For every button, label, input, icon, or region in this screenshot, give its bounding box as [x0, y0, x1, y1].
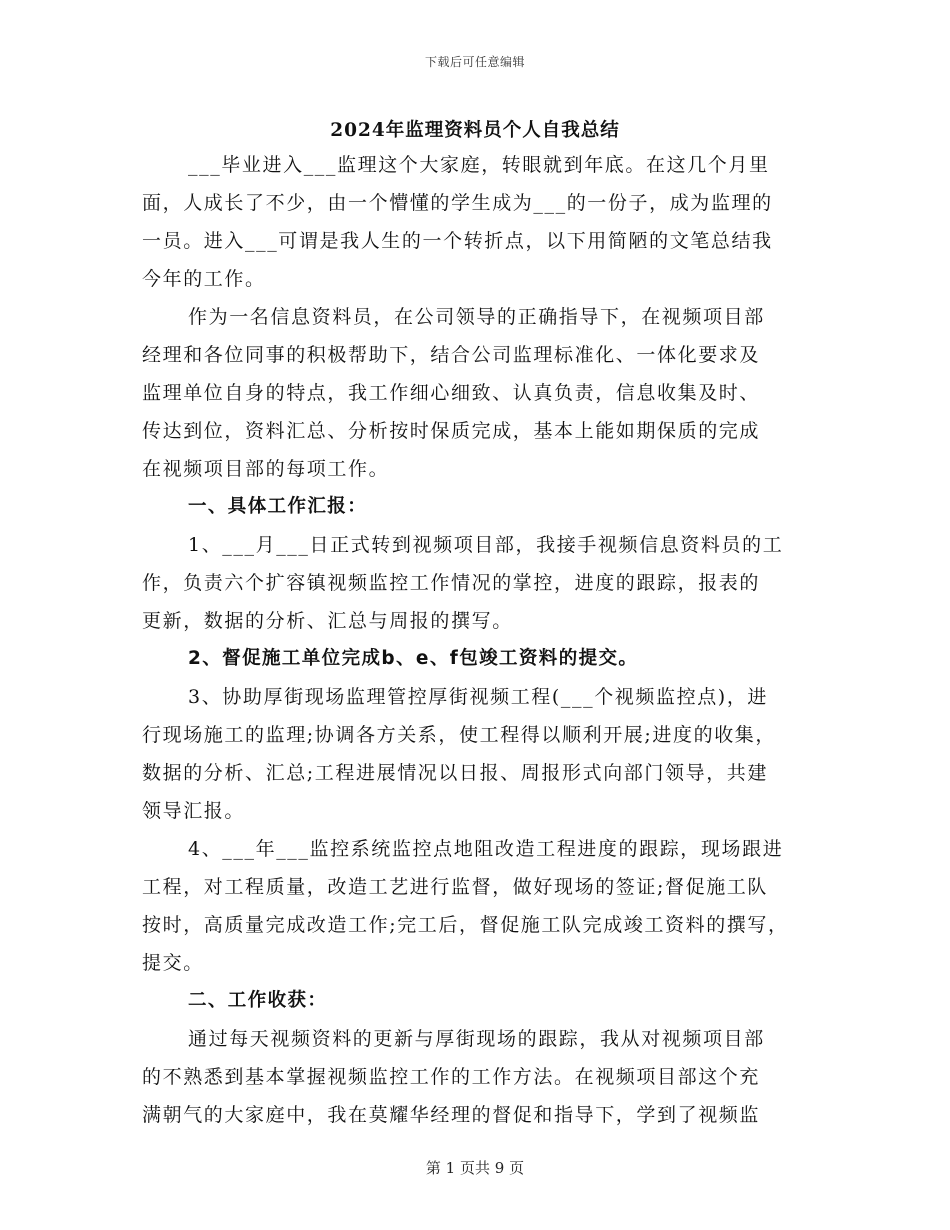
text-line: 1、___月___日正式转到视频项目部，我接手视频信息资料员的工	[188, 534, 784, 556]
section-heading: 一、具体工作汇报：	[188, 496, 368, 517]
text-line: 4、___年___监控系统监控点地阻改造工程进度的跟踪，现场跟进	[188, 838, 784, 860]
text-line: 经理和各位同事的积极帮助下，结合公司监理标准化、一体化要求及	[142, 344, 761, 366]
section-heading: 二、工作收获：	[188, 990, 328, 1011]
text-line: ___毕业进入___监理这个大家庭，转眼就到年底。在这几个月里	[188, 154, 770, 176]
text-line: 工程，对工程质量，改造工艺进行监督，做好现场的签证;督促施工队	[142, 876, 769, 898]
text-line: 领导汇报。	[142, 800, 246, 822]
text-line: 的不熟悉到基本掌握视频监控工作的工作方法。在视频项目部这个充	[142, 1066, 761, 1088]
section-heading: 2、督促施工单位完成b、e、f包竣工资料的提交。	[188, 648, 639, 669]
document-title: 2024年监理资料员个人自我总结	[330, 120, 620, 141]
body-text	[142, 146, 817, 1134]
text-line: 作为一名信息资料员，在公司领导的正确指导下，在视频项目部	[188, 306, 765, 328]
text-line: 今年的工作。	[142, 268, 266, 290]
text-line: 监理单位自身的特点，我工作细心细致、认真负责，信息收集及时、	[142, 382, 761, 404]
page-footer: 第 1 页共 9 页	[425, 1159, 525, 1177]
text-line: 行现场施工的监理;协调各方关系，使工程得以顺利开展;进度的收集，	[142, 724, 777, 746]
text-line: 提交。	[142, 952, 204, 974]
text-line: 满朝气的大家庭中，我在莫耀华经理的督促和指导下，学到了视频监	[142, 1104, 761, 1126]
text-line: 面，人成长了不少，由一个懵懂的学生成为___的一份子，成为监理的	[142, 192, 773, 214]
text-line: 更新，数据的分析、汇总与周报的撰写。	[142, 610, 513, 632]
text-line: 作，负责六个扩容镇视频监控工作情况的掌控，进度的跟踪，报表的	[142, 572, 761, 594]
text-line: 数据的分析、汇总;工程进展情况以日报、周报形式向部门领导，共建	[142, 762, 769, 784]
text-line: 3、协助厚街现场监理管控厚街视频工程(___个视频监控点)，进	[188, 686, 769, 708]
text-line: 通过每天视频资料的更新与厚街现场的跟踪，我从对视频项目部	[188, 1028, 765, 1050]
header-note: 下载后可任意编辑	[424, 55, 525, 69]
document-body	[142, 146, 817, 1134]
text-line: 传达到位，资料汇总、分析按时保质完成，基本上能如期保质的完成	[142, 420, 761, 442]
text-line: 一员。进入___可谓是我人生的一个转折点，以下用简陋的文笔总结我	[142, 230, 773, 252]
text-line: 按时，高质量完成改造工作;完工后，督促施工队完成竣工资料的撰写，	[142, 914, 789, 936]
text-line: 在视频项目部的每项工作。	[142, 458, 390, 480]
